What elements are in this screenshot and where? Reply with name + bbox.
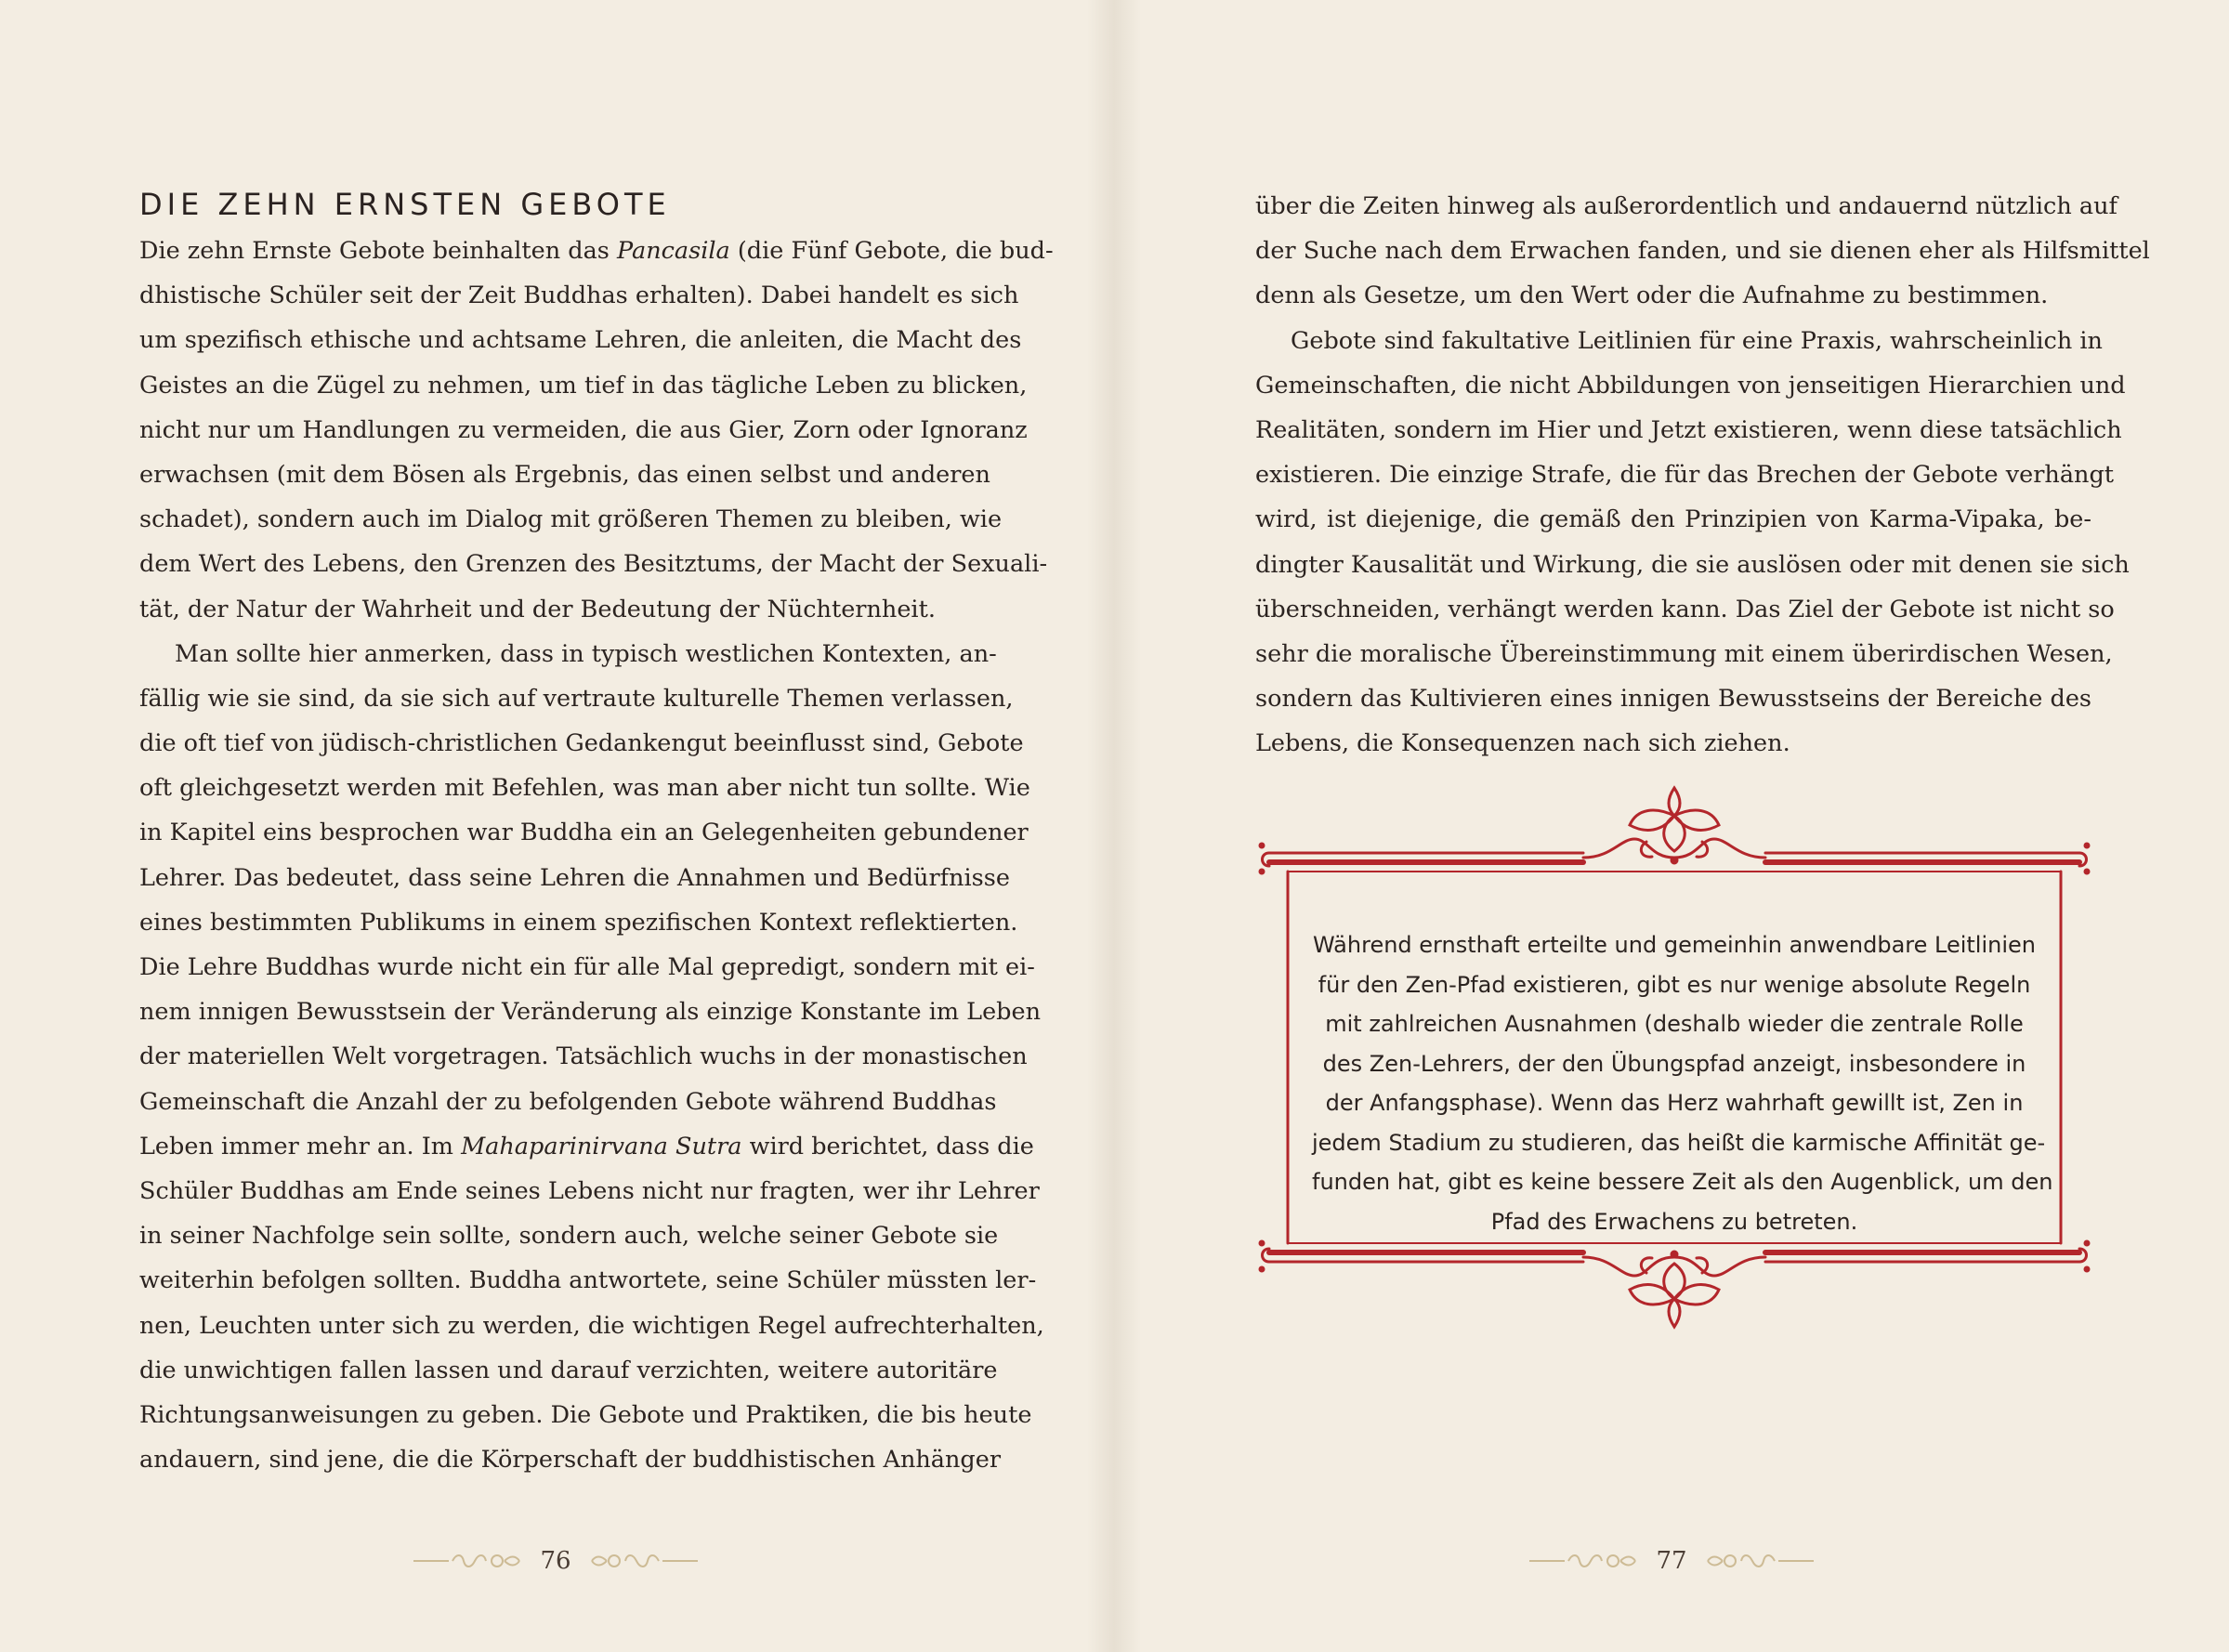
text-line: die unwichtigen fallen lassen und darauf verzichten, weitere autoritäre [139,1356,998,1384]
quote-line: jedem Stadium zu studieren, das heißt die karmische Affinität ge- [1312,1129,2046,1156]
quote-box-text [1312,925,2053,1241]
text-line: Leben immer mehr an. Im Mahaparinirvana Sutra wird berichtet, dass die [139,1132,1034,1160]
text-line: wird, ist diejenige, die gemäß den Prinzipien von Karma-Vipaka, be- [1255,505,2091,534]
text-line: Lehrer. Das bedeutet, dass seine Lehren die Annahmen und Bedürfnisse [139,863,1010,892]
section-heading: DIE ZEHN ERNSTEN GEBOTE [139,187,671,222]
text-line: Schüler Buddhas am Ende seines Lebens nicht nur fragten, wer ihr Lehrer [139,1176,1040,1205]
text-line: Gebote sind fakultative Leitlinien für eine Praxis, wahrscheinlich in [1291,326,2103,355]
right-footer-ornament-icon [1704,1551,1816,1571]
text-line: andauern, sind jene, die die Körperschaft der buddhistischen Anhänger [139,1446,1002,1475]
text-line: um spezifisch ethische und achtsame Lehren, die anleiten, die Macht des [139,326,1022,355]
left-body-text [139,229,1054,1482]
text-line: sondern das Kultivieren eines innigen Bewusstseins der Bereiche des [1255,685,2091,714]
text-line: überschneiden, verhängt werden kann. Das Ziel der Gebote ist nicht so [1255,595,2115,623]
left-footer-ornament-icon [1528,1551,1639,1571]
text-line: nen, Leuchten unter sich zu werden, die wichtigen Regel aufrechterhalten, [139,1311,1044,1340]
text-line: sehr die moralische Übereinstimmung mit einem überirdischen Wesen, [1255,639,2113,668]
text-line: dhistische Schüler seit der Zeit Buddhas erhalten). Dabei handelt es sich [139,282,1019,310]
text-line: dem Wert des Lebens, den Grenzen des Besitztums, der Macht der Sexuali- [139,550,1048,579]
text-line: Die Lehre Buddhas wurde nicht ein für alle Mal gepredigt, sondern mit ei- [139,953,1035,981]
left-footer-ornament-icon [412,1551,523,1571]
text-line: der materiellen Welt vorgetragen. Tatsächlich wuchs in der monastischen [139,1042,1028,1071]
text-line: oft gleichgesetzt werden mit Befehlen, was man aber nicht tun sollte. Wie [139,774,1030,803]
text-line: über die Zeiten hinweg als außerordentlich und andauernd nützlich auf [1255,192,2118,220]
text-line: Lebens, die Konsequenzen nach sich ziehen. [1255,729,1790,758]
text-line: Die zehn Ernste Gebote beinhalten das Pancasila (die Fünf Gebote, die bud- [139,237,1054,265]
right-body-text [1255,184,2150,766]
left-page [0,0,1114,1652]
text-line: eines bestimmten Publikums in einem spezifischen Kontext reflektierten. [139,908,1018,937]
page-number-right: 77 [1656,1547,1687,1575]
quote-line: des Zen-Lehrers, der den Übungspfad anzeigt, insbesondere in [1322,1050,2026,1077]
quote-line: Pfad des Erwachens zu betreten. [1490,1208,1858,1235]
text-line: schadet), sondern auch im Dialog mit größeren Themen zu bleiben, wie [139,505,1003,534]
text-line: tät, der Natur der Wahrheit und der Bedeutung der Nüchternheit. [139,595,936,623]
text-line: Gemeinschaften, die nicht Abbildungen von jenseitigen Hierarchien und [1255,371,2126,400]
text-line: nem innigen Bewusstsein der Veränderung als einzige Konstante im Leben [139,998,1042,1027]
text-line: dingter Kausalität und Wirkung, die sie auslösen oder mit denen sie sich [1255,550,2130,579]
quote-line: mit zahlreichen Ausnahmen (deshalb wieder die zentrale Rolle [1325,1011,2024,1037]
text-line: Geistes an die Zügel zu nehmen, um tief in das tägliche Leben zu blicken, [139,371,1028,400]
quote-line: funden hat, gibt es keine bessere Zeit als den Augenblick, um den [1312,1169,2053,1195]
quote-line: für den Zen-Pfad existieren, gibt es nur wenige absolute Regeln [1318,971,2031,998]
text-line: der Suche nach dem Erwachen fanden, und sie dienen eher als Hilfsmittel [1255,237,2150,266]
quote-line: Während ernsthaft erteilte und gemeinhin anwendbare Leitlinien [1312,932,2036,958]
quote-line: der Anfangsphase). Wenn das Herz wahrhaft gewillt ist, Zen in [1325,1090,2024,1116]
left-page-footer [370,1542,741,1580]
text-line: die oft tief von jüdisch-christlichen Gedankengut beeinflusst sind, Gebote [139,729,1024,758]
text-line: erwachsen (mit dem Bösen als Ergebnis, das einen selbst und anderen [139,460,990,489]
text-line: denn als Gesetze, um den Wert oder die Aufnahme zu bestimmen. [1255,282,2049,310]
right-footer-ornament-icon [588,1551,700,1571]
text-line: fällig wie sie sind, da sie sich auf vertraute kulturelle Themen verlassen, [139,684,1014,713]
quote-box [1256,769,2092,1345]
text-line: in Kapitel eins besprochen war Buddha ein an Gelegenheiten gebundener [139,819,1029,847]
text-line: nicht nur um Handlungen zu vermeiden, die aus Gier, Zorn oder Ignoranz [139,415,1028,444]
text-line: weiterhin befolgen sollten. Buddha antwortete, seine Schüler müssten ler- [139,1266,1037,1295]
text-line: Gemeinschaft die Anzahl der zu befolgenden Gebote während Buddhas [139,1087,997,1116]
text-line: in seiner Nachfolge sein sollte, sondern auch, welche seiner Gebote sie [139,1222,999,1251]
text-line: Richtungsanweisungen zu geben. Die Gebote und Praktiken, die bis heute [139,1400,1032,1429]
right-page-footer [1486,1542,1857,1580]
text-line: Man sollte hier anmerken, dass in typisch westlichen Kontexten, an- [175,639,997,668]
text-line: existieren. Die einzige Strafe, die für das Brechen der Gebote verhängt [1255,461,2115,490]
page-number-left: 76 [540,1547,571,1575]
text-line: Realitäten, sondern im Hier und Jetzt existieren, wenn diese tatsächlich [1255,415,2122,444]
